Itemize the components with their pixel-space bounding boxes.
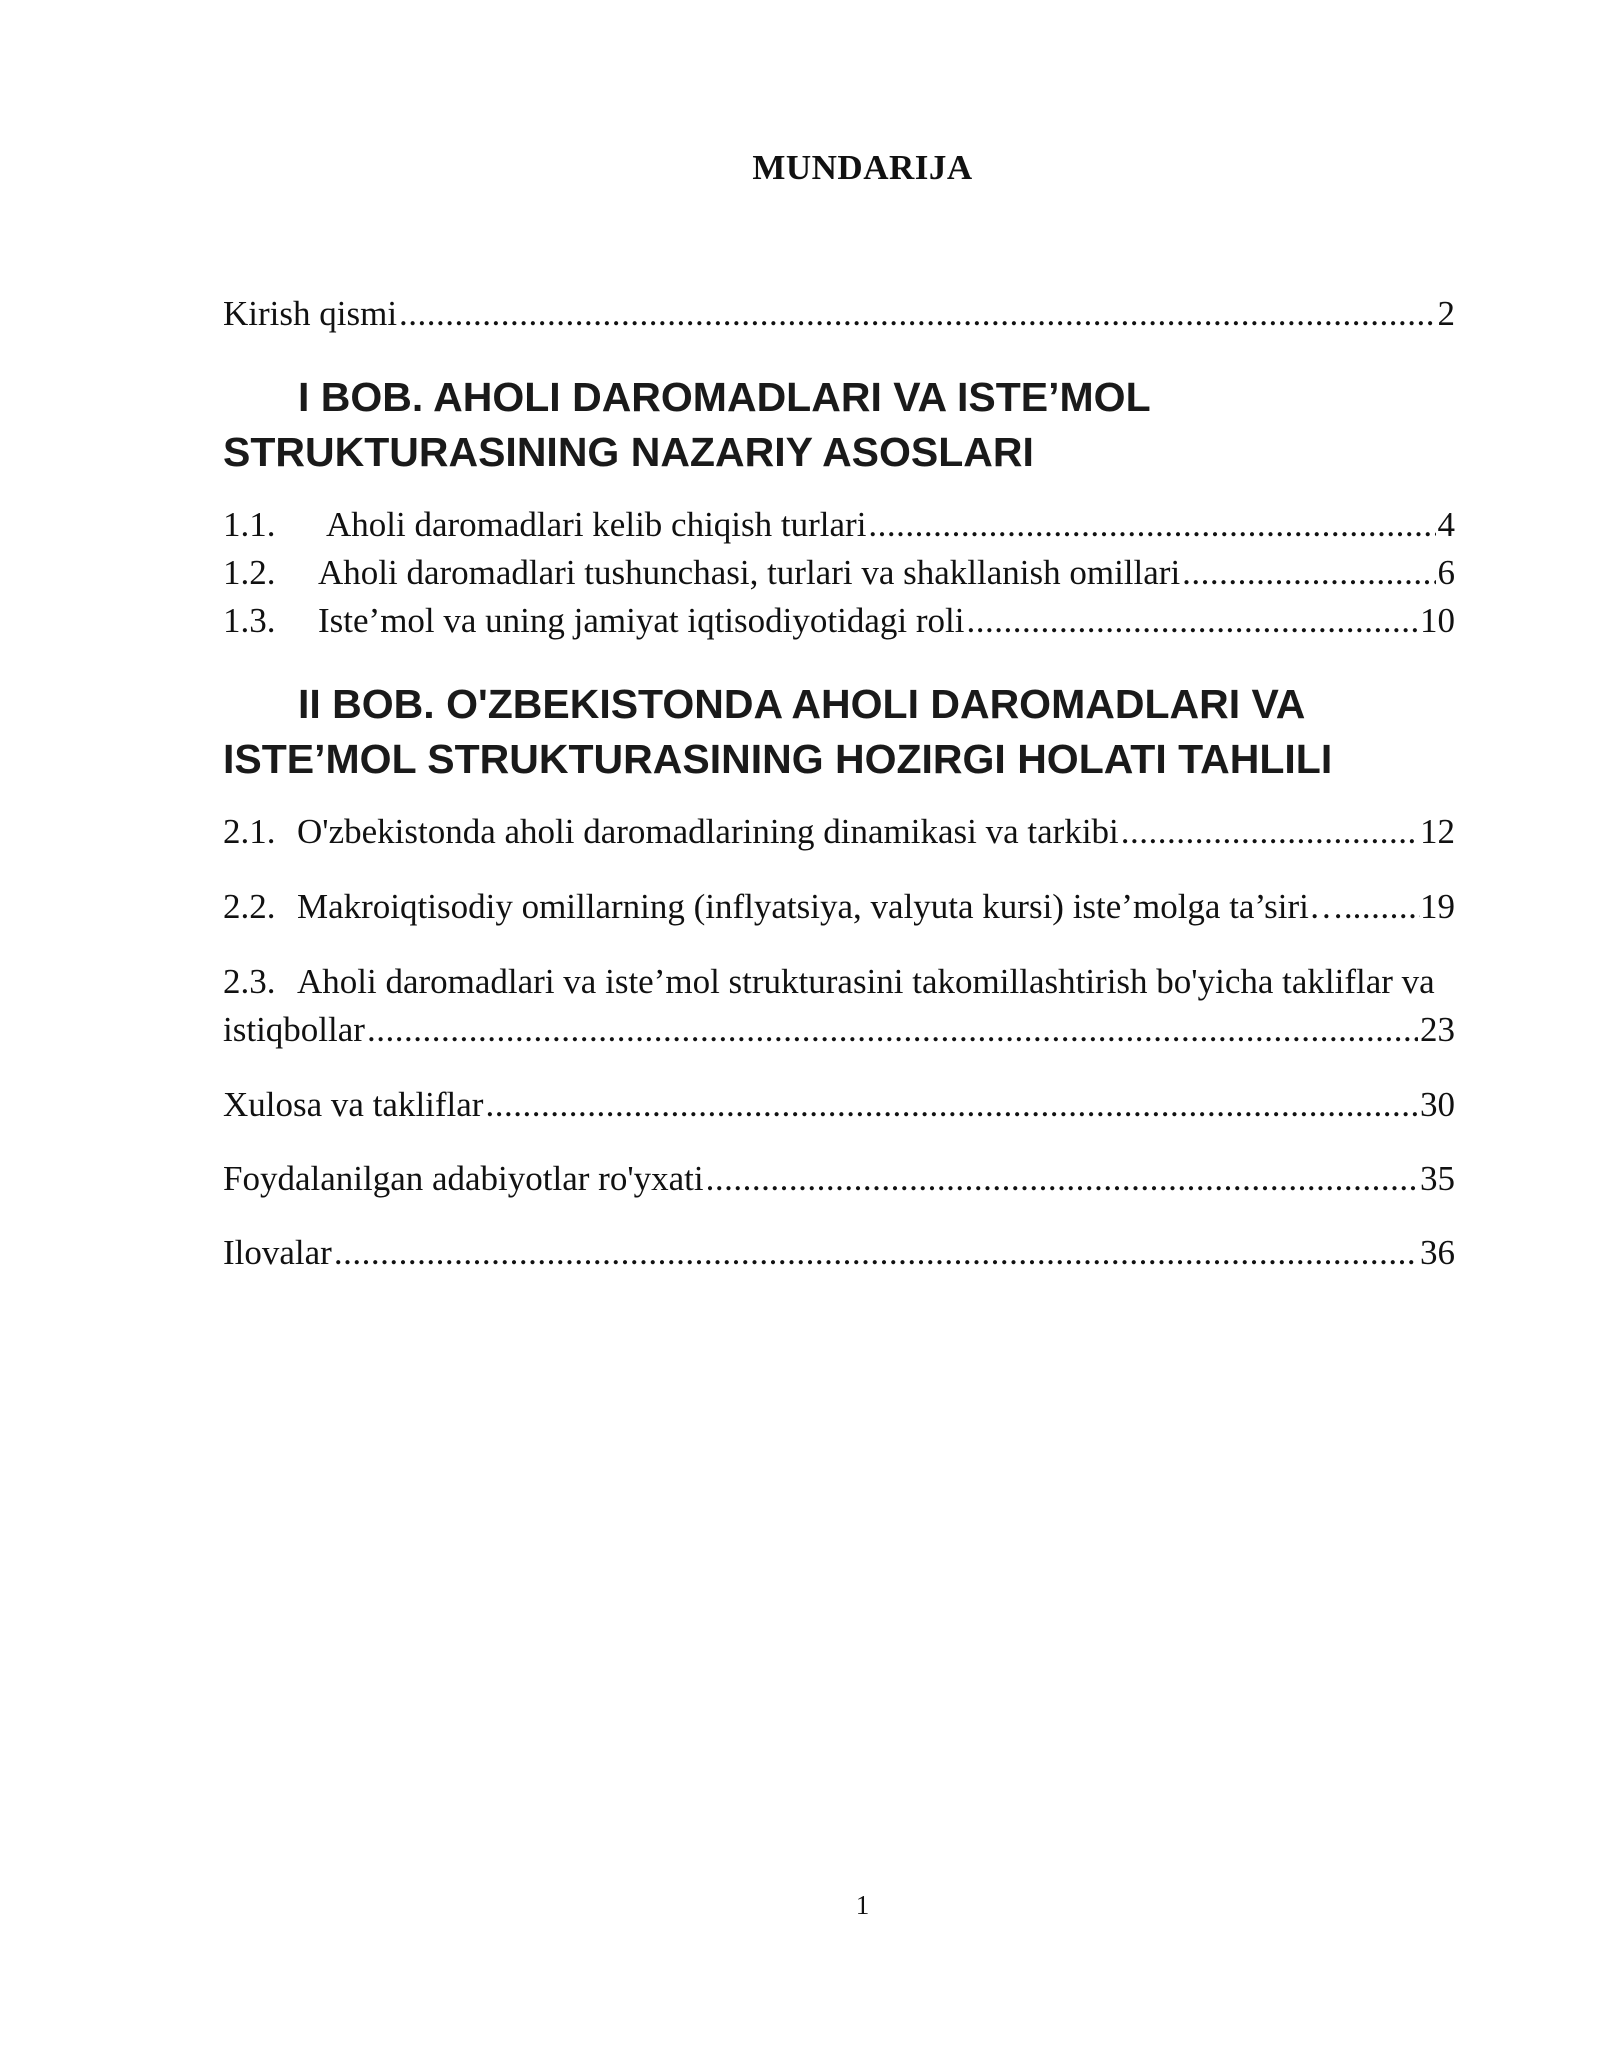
toc-entry-label: istiqbollar [223,1010,365,1049]
toc-entry-number: 2.3. [223,962,276,1001]
toc-page-number: 2 [1437,294,1455,333]
toc-entry-label: Iste’mol va uning jamiyat iqtisodiyotidagi roli [318,601,965,640]
toc-page-number: 35 [1420,1159,1455,1198]
toc-entry-label: Ilovalar [223,1233,332,1272]
chapter-heading-line: STRUKTURASINING NAZARIY ASOSLARI [223,429,1034,475]
toc-leader-dots [1182,551,1435,595]
toc-entry-label: Kirish qismi [223,294,398,333]
toc-leader-dots [1121,810,1418,854]
toc-leader-dots [868,503,1435,547]
toc-entry-number: 1.2. [223,553,276,592]
toc-entry-conclusion [223,1083,1455,1127]
toc-entry-label: O'zbekistonda aholi daromadlarining dinamikasi va tarkibi [297,812,1119,851]
toc-leader-dots [966,599,1418,643]
chapter-heading-line: I BOB. AHOLI DAROMADLARI VA ISTE’MOL [298,374,1151,420]
chapter-heading-2 [223,677,1523,787]
toc-entry-1-2 [223,551,1455,595]
toc-page-number: 10 [1420,601,1455,640]
toc-entry-1-3 [223,599,1455,643]
toc-leader-dots [334,1231,1418,1275]
toc-page-number: 19 [1420,887,1455,926]
toc-entry-number: 2.2. [223,887,276,926]
toc-leader-dots [399,292,1435,336]
toc-entry-number: 1.3. [223,601,276,640]
toc-page-number: 23 [1420,1010,1455,1049]
chapter-heading-1 [223,370,1523,480]
toc-entry-label: Aholi daromadlari tushunchasi, turlari va shakllanish omillari [318,553,1181,592]
chapter-heading-line: ISTE’MOL STRUKTURASINING HOZIRGI HOLATI TAHLILI [223,736,1333,782]
toc-leader-dots [706,1157,1418,1201]
toc-entry-label: Aholi daromadlari kelib chiqish turlari [326,505,867,544]
page-number: 1 [855,1890,870,1920]
toc-leader-dots [367,1008,1418,1052]
toc-entry-label: Makroiqtisodiy omillarning (inflyatsiya, valyuta kursi) iste’molga ta’siri…. [297,887,1353,926]
toc-entry-appendices [223,1231,1455,1275]
toc-entry-intro [223,292,1455,336]
toc-page-number: 36 [1420,1233,1455,1272]
toc-entry-2-3-line1 [223,960,1513,1004]
toc-page-number: 6 [1437,553,1455,592]
toc-entry-label: Aholi daromadlari va iste’mol strukturasini takomillashtirish bo'yicha takliflar va [297,962,1435,1001]
toc-entry-number: 1.1. [223,505,276,544]
toc-leader-dots [485,1083,1418,1127]
toc-entry-2-1 [223,810,1455,854]
toc-entry-label: Foydalanilgan adabiyotlar ro'yxati [223,1159,704,1198]
toc-entry-1-1 [223,503,1455,547]
chapter-heading-line: II BOB. O'ZBEKISTONDA AHOLI DAROMADLARI VA [298,681,1306,727]
page-title: MUNDARIJA [752,148,973,187]
toc-entry-2-2 [223,885,1455,929]
toc-page-number: 4 [1437,505,1455,544]
toc-page-number: 12 [1420,812,1455,851]
toc-entry-references [223,1157,1455,1201]
toc-entry-label: Xulosa va takliflar [223,1085,484,1124]
toc-leader-spacer [1353,885,1420,929]
toc-entry-2-3-line2 [223,1008,1455,1052]
toc-page-number: 30 [1420,1085,1455,1124]
toc-entry-number: 2.1. [223,812,276,851]
